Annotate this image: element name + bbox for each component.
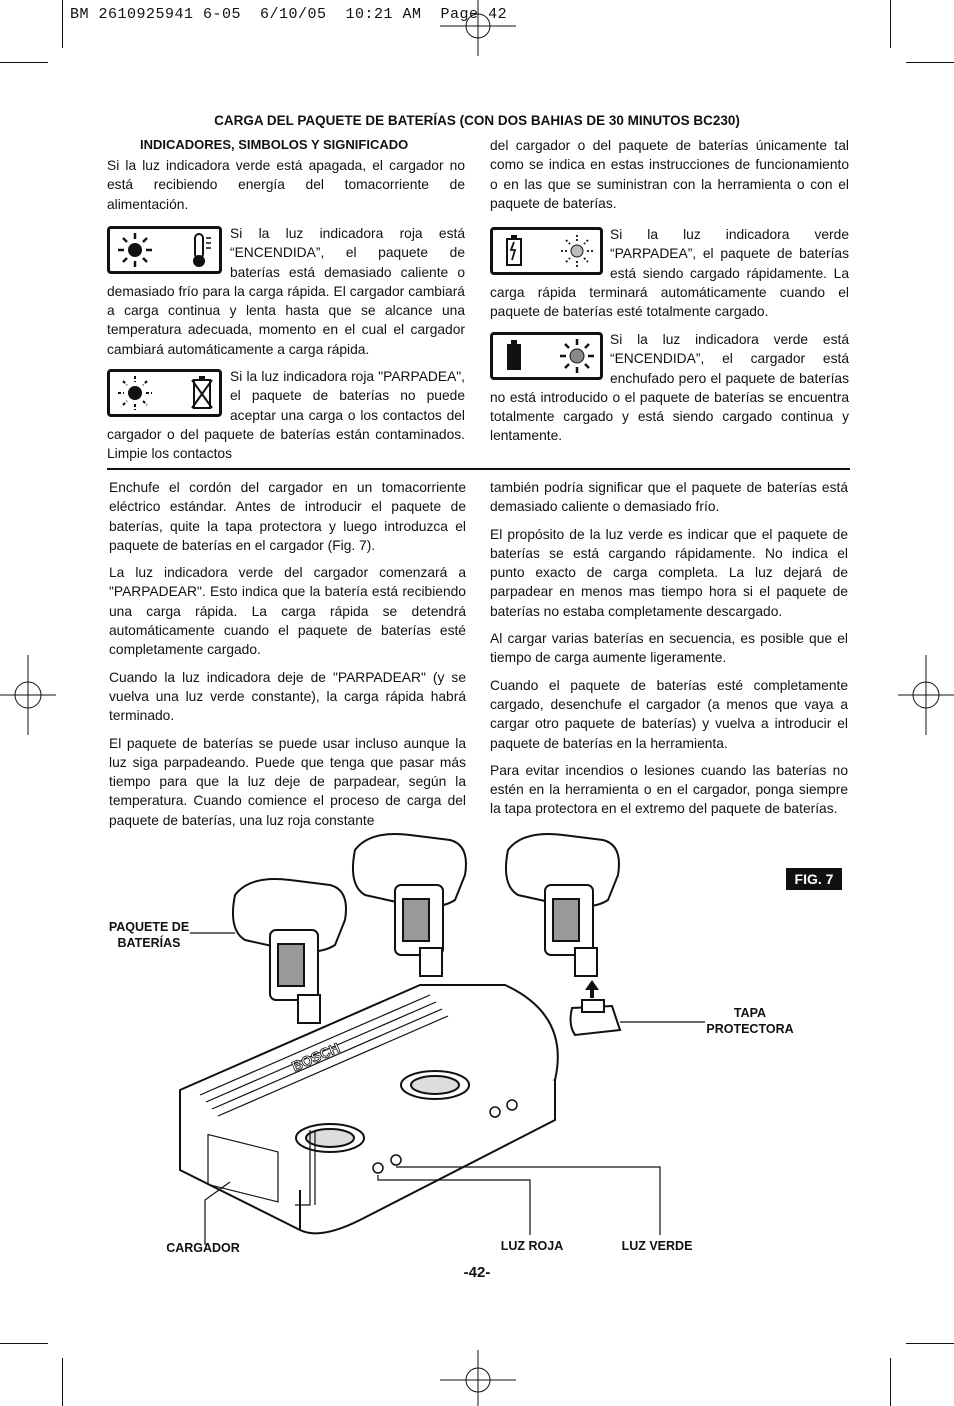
callout-protective-cap: TAPA PROTECTORA bbox=[706, 1006, 794, 1036]
indicators-intro bbox=[107, 156, 465, 214]
green-on-description bbox=[490, 330, 849, 454]
callout-battery-pack: PAQUETE DE BATERÍAS bbox=[108, 920, 190, 950]
crop-mark bbox=[890, 0, 891, 48]
body-paragraph: Para evitar incendios o lesiones cuando las baterías no estén en la herramienta o en el cargador, ponga siempre la tapa protectora en el extremo del paquete de baterías. bbox=[490, 762, 848, 817]
crop-mark bbox=[62, 1358, 63, 1406]
callout-green-light: LUZ VERDE bbox=[621, 1239, 693, 1253]
charger-base bbox=[180, 985, 558, 1233]
indicators-heading: INDICADORES, SIMBOLOS Y SIGNIFICADO bbox=[140, 137, 409, 152]
crop-mark bbox=[62, 0, 63, 48]
contacts-continuation bbox=[490, 136, 849, 221]
body-paragraph: El propósito de la luz verde es indicar que el paquete de baterías se está cargando rápidamente. No indica el punto exacto de carga completa. La luz dejará de parpadear en menos mas tiempo hora si el paquete de baterías no estaba completamente descargado. bbox=[490, 526, 848, 619]
registration-mark-bottom bbox=[440, 1350, 516, 1406]
page-number: -42- bbox=[463, 1264, 491, 1281]
body-right-column bbox=[490, 478, 848, 827]
section-title: CARGA DEL PAQUETE DE BATERÍAS (CON DOS BAHIAS DE 30 MINUTOS BC230) bbox=[214, 113, 740, 128]
body-paragraph: también podría significar que el paquete de baterías está demasiado caliente o demasiado frío. bbox=[490, 480, 848, 515]
up-arrow-icon bbox=[585, 980, 599, 998]
body-paragraph: Enchufe el cordón del cargador en un tomacorriente eléctrico estándar. Antes de introducir el paquete de baterías, quite la tapa protectora y luego introduzca el paquete de baterías en el cargador (Fig. 7). bbox=[109, 480, 466, 553]
green-blink-description bbox=[490, 225, 849, 329]
crop-mark bbox=[890, 1358, 891, 1406]
intro-text: Si la luz indicadora verde está apagada, el cargador no está recibiendo energía del tomacorriente de alimentación. bbox=[107, 158, 465, 212]
crop-mark bbox=[906, 1343, 954, 1344]
green-on-text: Si la luz indicadora verde está “ENCENDIDA”, el cargador está enchufado pero el paquete de baterías no está introducido o el paquete de baterías se encuentra totalmente cargado y está siendo cargado continua y lentamente. bbox=[490, 332, 849, 444]
body-left-column bbox=[109, 478, 466, 838]
callout-red-light: LUZ ROJA bbox=[500, 1239, 564, 1253]
crop-mark bbox=[906, 62, 954, 63]
figure-label: FIG. 7 bbox=[786, 868, 842, 890]
red-on-description bbox=[107, 224, 465, 367]
body-paragraph: Cuando el paquete de baterías esté completamente cargado, desenchufe el cargador (a menos que vaya a cargar otro paquete de baterías) y vuelva a introducir el paquete de baterías en la herramienta. bbox=[490, 677, 848, 751]
section-divider bbox=[107, 468, 850, 470]
body-paragraph: Cuando la luz indicadora deje de "PARPADEAR" (y se vuelva una luz verde constante), la carga rápida habrá terminado. bbox=[109, 669, 466, 724]
protective-cap bbox=[571, 1000, 620, 1035]
body-paragraph: La luz indicadora verde del cargador comenzará a "PARPADEAR". Esto indica que la batería está recibiendo una carga rápida. La carga rápida se detendrá automáticamente cuando el paquete de baterías esté completamente cargado. bbox=[109, 565, 466, 658]
registration-mark-right bbox=[898, 655, 954, 735]
red-blink-description bbox=[107, 367, 465, 471]
charger-illustration bbox=[150, 830, 750, 1260]
contacts-text: del cargador o del paquete de baterías únicamente tal como se indica en estas instrucciones de funcionamiento o en las que se suministran con la herramienta o con el paquete de baterías. bbox=[490, 138, 849, 211]
print-header: BM 2610925941 6-05 6/10/05 10:21 AM Page 42 bbox=[70, 6, 508, 23]
body-paragraph: Al cargar varias baterías en secuencia, es posible que el tiempo de carga aumente ligeramente. bbox=[490, 631, 848, 666]
registration-mark-left bbox=[0, 655, 56, 735]
callout-charger: CARGADOR bbox=[166, 1241, 240, 1255]
green-blink-text: Si la luz indicadora verde “PARPADEA”, el paquete de baterías está siendo cargado rápidamente. La carga rápida terminará automáticamente cuando el paquete de baterías esté totalmente cargado. bbox=[490, 227, 849, 320]
crop-mark bbox=[0, 62, 48, 63]
body-paragraph: El paquete de baterías se puede usar incluso aunque la luz siga parpadeando. Puede que tenga que pasar más tiempo para que la luz deje de parpadear, según la temperatura. Cuando comience el proceso de carga del paquete de baterías, una luz roja constante bbox=[109, 735, 466, 828]
red-on-text: Si la luz indicadora roja está “ENCENDIDA”, el paquete de baterías está demasiado caliente o demasiado frío para la carga rápida. El cargador cambiará a carga continua y lenta hasta que se alcance una temperatura adecuada, momento en el cual el cargador cambiará automáticamente a carga rápida. bbox=[107, 226, 465, 357]
brand-logo: BOSCH bbox=[289, 1039, 343, 1075]
crop-mark bbox=[0, 1343, 48, 1344]
red-blink-text: Si la luz indicadora roja "PARPADEA", el paquete de baterías no puede aceptar una carga o los contactos del cargador o del paquete de baterías están contaminados. Limpie los contactos bbox=[107, 369, 465, 462]
